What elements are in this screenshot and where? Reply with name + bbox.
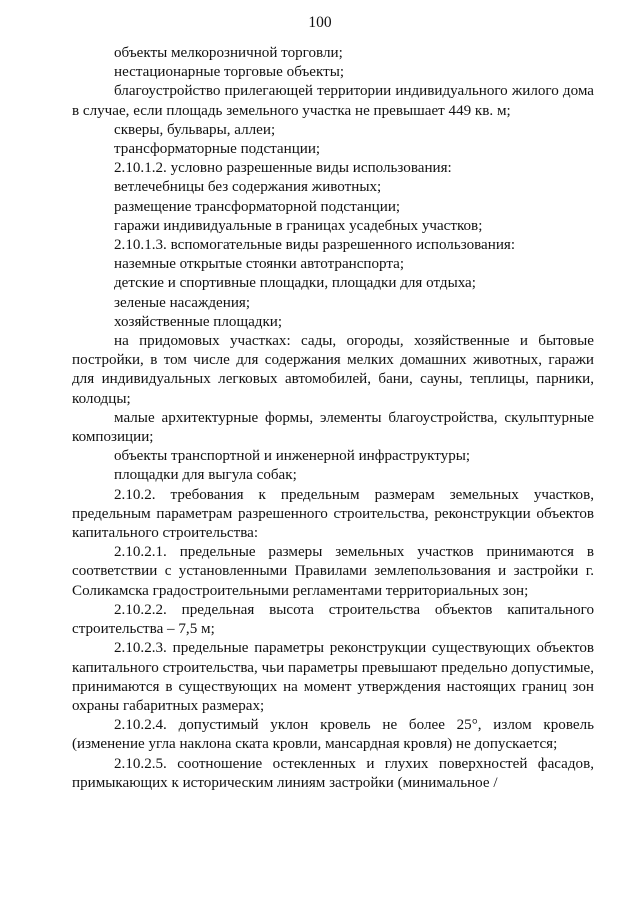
paragraph: 2.10.2. требования к предельным размерам земельных участков, предельным параметрам разрешенного строительства, реконструкции объектов капитального строительства: bbox=[72, 486, 594, 542]
paragraph: размещение трансформаторной подстанции; bbox=[114, 198, 401, 215]
paragraph: трансформаторные подстанции; bbox=[114, 141, 321, 158]
paragraph: 2.10.2.5. соотношение остекленных и глухих поверхностей фасадов, примыкающих к историческим линиям застройки (минимальное / bbox=[72, 755, 594, 791]
paragraph: гаражи индивидуальные в границах усадебных участков; bbox=[114, 217, 483, 234]
paragraph: благоустройство прилегающей территории индивидуального жилого дома в случае, если площадь земельного участка не превышает 449 кв. м; bbox=[72, 83, 594, 119]
body-text bbox=[72, 44, 594, 793]
paragraph: на придомовых участках: сады, огороды, хозяйственные и бытовые постройки, в том числе для содержания мелких домашних животных, гаражи для индивидуальных легковых автомобилей, бани, сауны, теплицы, парники, колодцы; bbox=[72, 333, 594, 407]
paragraph: 2.10.1.2. условно разрешенные виды использования: bbox=[114, 160, 452, 177]
paragraph: 2.10.2.1. предельные размеры земельных участков принимаются в соответствии с установленными Правилами землепользования и застройки г. Соликамска градостроительными регламентами территориальных зон; bbox=[72, 544, 594, 599]
paragraph: 2.10.1.3. вспомогательные виды разрешенного использования: bbox=[114, 237, 516, 254]
paragraph: нестационарные торговые объекты; bbox=[114, 64, 345, 81]
paragraph: объекты мелкорозничной торговли; bbox=[114, 45, 343, 61]
paragraph: 2.10.2.3. предельные параметры реконструкции существующих объектов капитального строительства, чьи параметры превышают предельно допустимые, принимаются в существующих на момент утверждения настоящих границ зон охраны габаритных размерах; bbox=[72, 640, 594, 714]
paragraph: наземные открытые стоянки автотранспорта; bbox=[114, 256, 405, 273]
paragraph: объекты транспортной и инженерной инфраструктуры; bbox=[114, 448, 471, 465]
paragraph: ветлечебницы без содержания животных; bbox=[114, 179, 382, 196]
paragraph: площадки для выгула собак; bbox=[114, 467, 297, 484]
paragraph: зеленые насаждения; bbox=[114, 294, 251, 311]
paragraph: малые архитектурные формы, элементы благоустройства, скульптурные композиции; bbox=[72, 409, 594, 446]
paragraph: скверы, бульвары, аллеи; bbox=[114, 121, 276, 138]
page-number: 100 bbox=[308, 14, 332, 31]
paragraph: хозяйственные площадки; bbox=[114, 313, 283, 330]
paragraph: детские и спортивные площадки, площадки для отдыха; bbox=[114, 275, 476, 292]
paragraph: 2.10.2.2. предельная высота строительства объектов капитального строительства – 7,5 м; bbox=[72, 601, 594, 638]
paragraph: 2.10.2.4. допустимый уклон кровель не более 25°, излом кровель (изменение угла наклона ската кровли, мансардная кровля) не допускается; bbox=[72, 717, 594, 753]
